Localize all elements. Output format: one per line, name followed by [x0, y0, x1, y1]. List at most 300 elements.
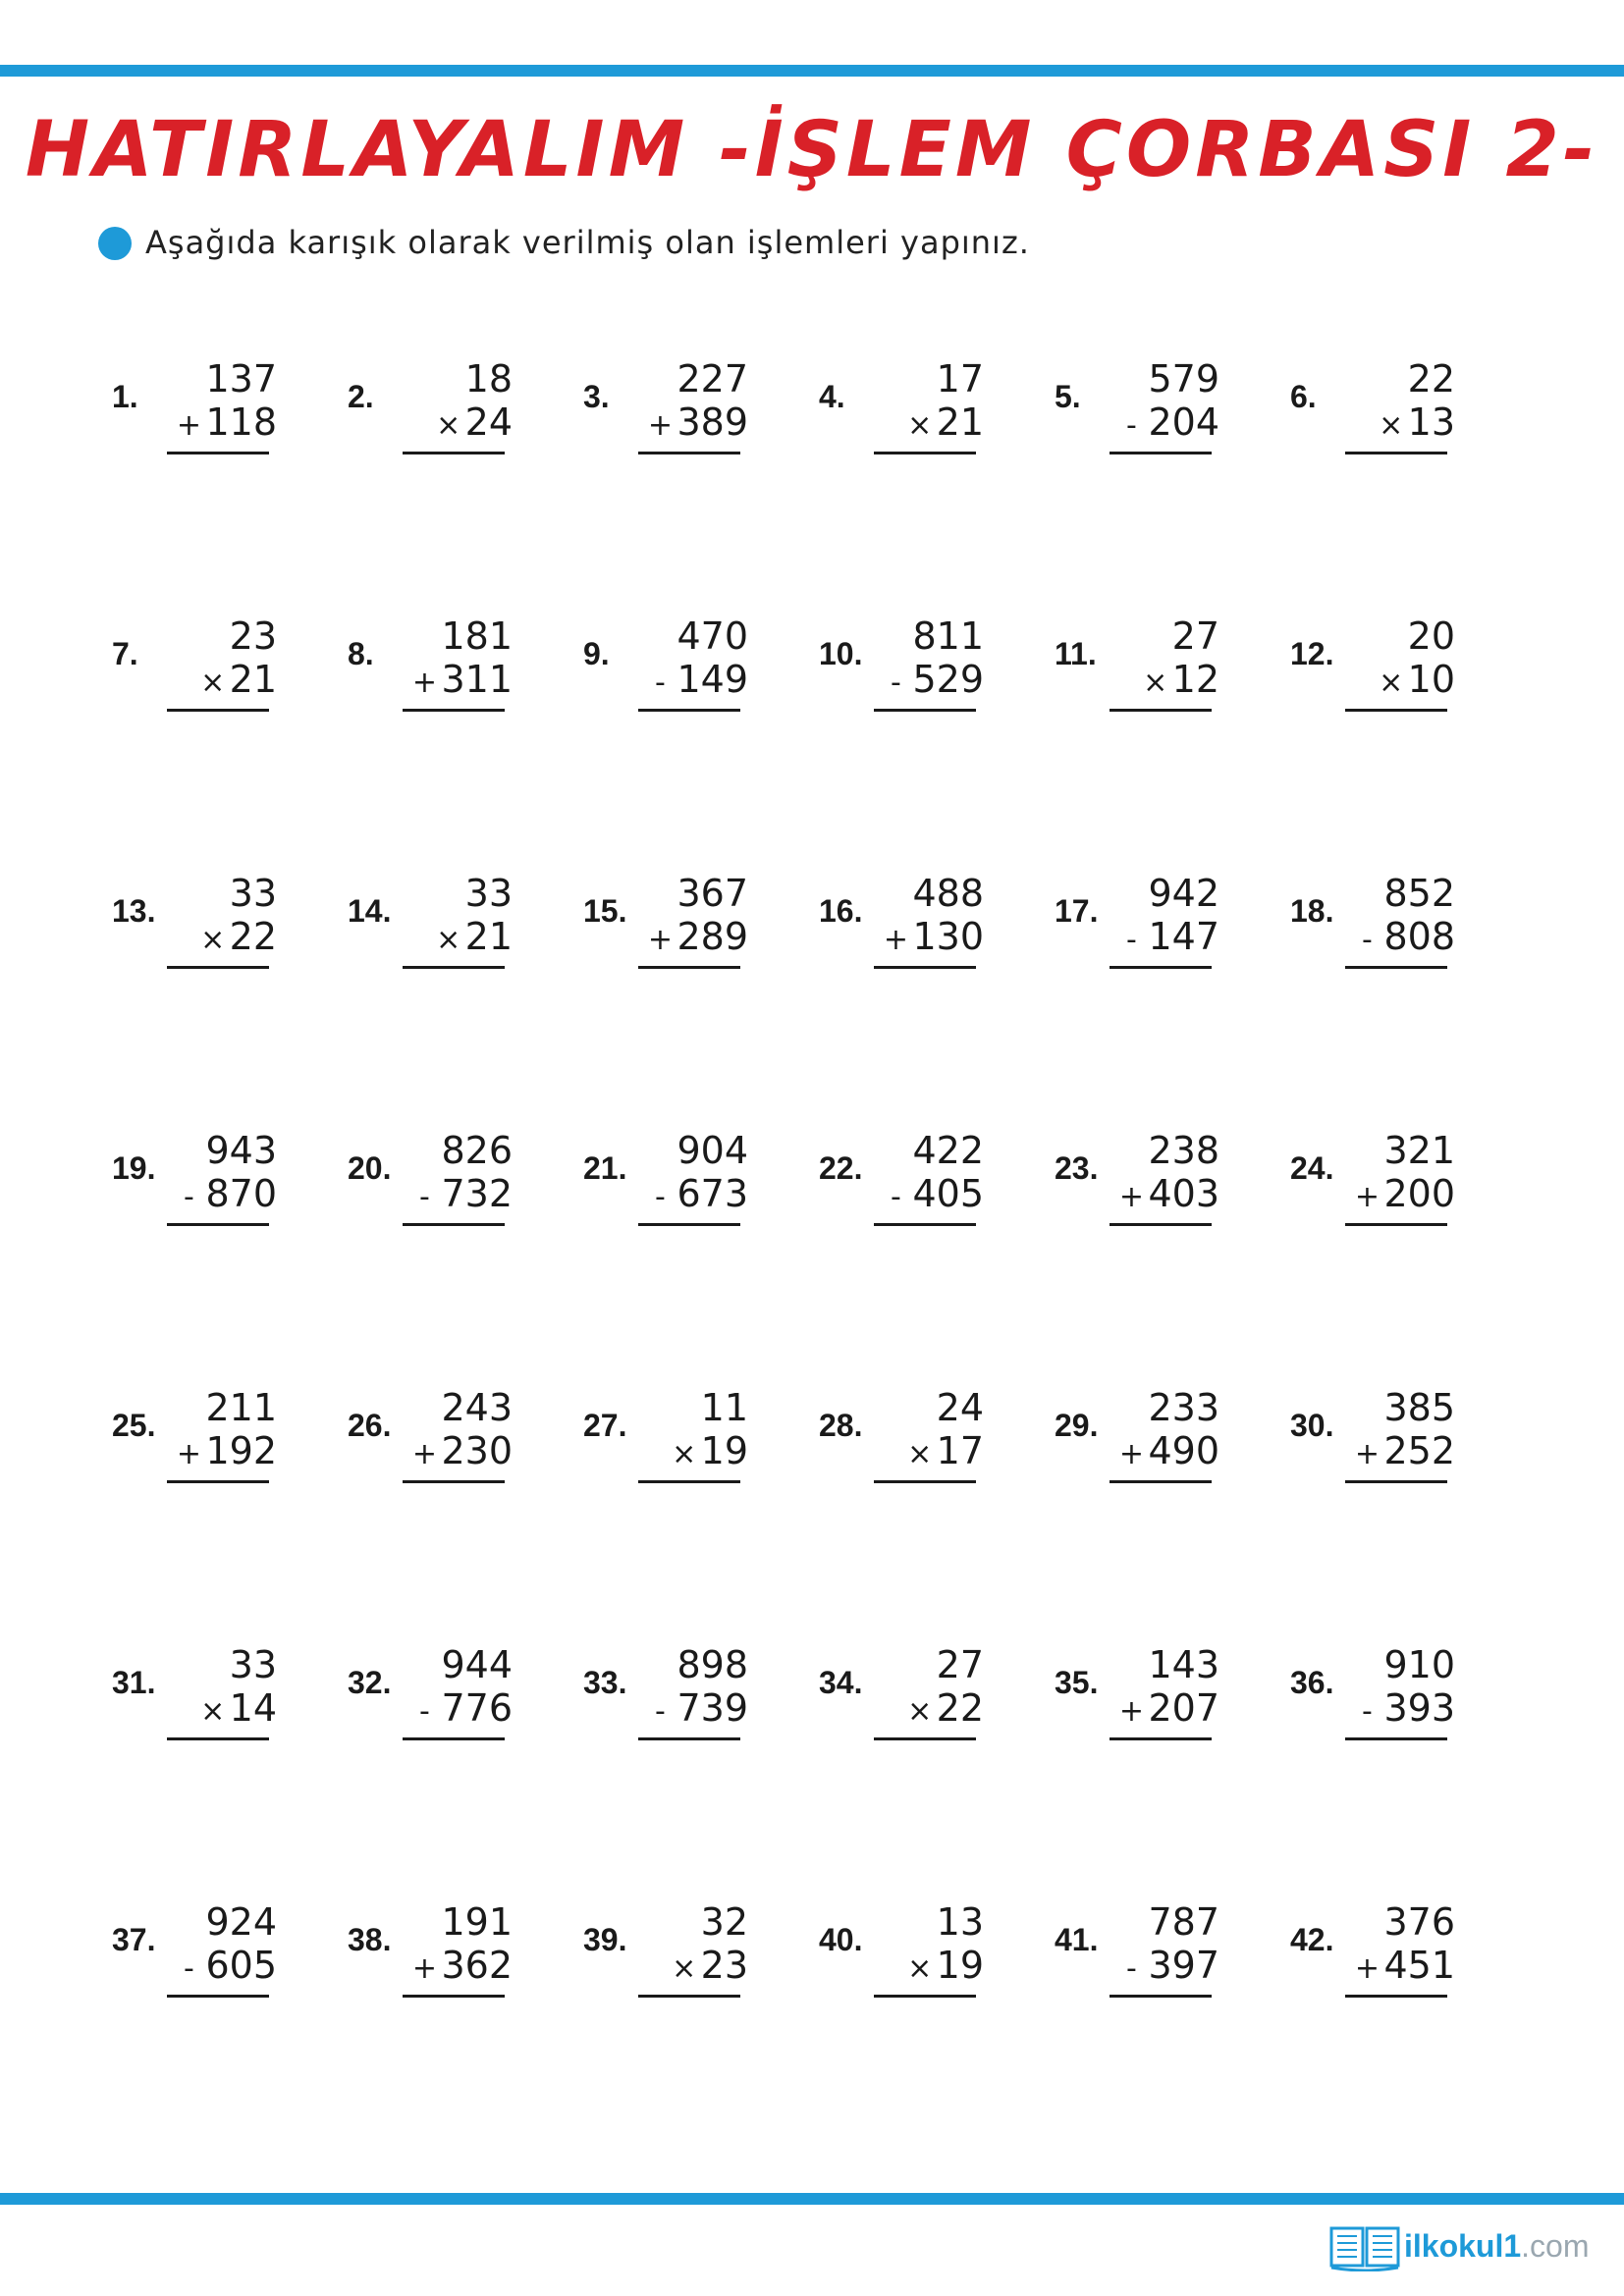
operator-sign: × — [1143, 666, 1168, 700]
answer-line — [167, 709, 269, 712]
answer-line — [1110, 452, 1212, 454]
first-operand: 18 — [464, 357, 513, 400]
problem-number: 37. — [112, 1922, 156, 1957]
operation-box — [874, 1129, 996, 1247]
answer-line — [1110, 966, 1212, 969]
second-operand-row — [643, 915, 748, 958]
operation-box — [1345, 1900, 1467, 2018]
second-operand: 118 — [205, 400, 277, 444]
problem-number: 28. — [819, 1408, 863, 1443]
operation-box — [874, 1900, 996, 2018]
first-operand: 579 — [1148, 357, 1219, 400]
second-operand: 397 — [1148, 1944, 1219, 1987]
problem-number: 33. — [583, 1665, 627, 1700]
first-operand: 376 — [1383, 1900, 1455, 1944]
problem-number: 6. — [1290, 379, 1317, 414]
operation-box — [167, 614, 289, 732]
math-problem — [1290, 872, 1487, 989]
problem-number: 24. — [1290, 1150, 1334, 1186]
second-operand-row — [903, 1944, 984, 1987]
problem-number: 4. — [819, 379, 845, 414]
operation-box — [403, 1129, 524, 1247]
operator-sign: - — [891, 1180, 901, 1214]
operation-box — [1345, 1643, 1467, 1761]
problem-number: 22. — [819, 1150, 863, 1186]
second-operand-row — [903, 1686, 984, 1730]
operation-box — [167, 357, 289, 475]
answer-line — [1345, 709, 1447, 712]
math-problem — [819, 1900, 1015, 2018]
logo-name: ilkokul1 — [1404, 2228, 1522, 2264]
first-operand: 811 — [912, 614, 984, 658]
operator-sign: + — [1354, 1180, 1380, 1214]
second-operand: 605 — [205, 1944, 277, 1987]
operator-sign: - — [1126, 1951, 1137, 1986]
operator-sign: × — [672, 1951, 697, 1986]
second-operand: 130 — [912, 915, 984, 958]
site-logo — [1329, 2220, 1590, 2275]
second-operand-row — [1114, 915, 1219, 958]
second-operand: 12 — [1171, 658, 1219, 701]
answer-line — [403, 1480, 505, 1483]
problem-number: 26. — [348, 1408, 392, 1443]
answer-line — [638, 452, 740, 454]
first-operand: 243 — [441, 1386, 513, 1429]
operation-box — [638, 614, 760, 732]
first-operand: 787 — [1148, 1900, 1219, 1944]
second-operand: 732 — [441, 1172, 513, 1215]
operation-box — [403, 1386, 524, 1504]
first-operand: 191 — [441, 1900, 513, 1944]
second-operand: 451 — [1383, 1944, 1455, 1987]
first-operand: 32 — [700, 1900, 748, 1944]
math-problem — [348, 614, 544, 732]
answer-line — [1345, 1737, 1447, 1740]
operation-box — [167, 1129, 289, 1247]
math-problem — [819, 1386, 1015, 1504]
first-operand: 238 — [1148, 1129, 1219, 1172]
problem-number: 42. — [1290, 1922, 1334, 1957]
first-operand: 227 — [677, 357, 748, 400]
math-problem — [583, 1643, 780, 1761]
operation-box — [1345, 1129, 1467, 1247]
answer-line — [874, 709, 976, 712]
problem-number: 14. — [348, 893, 392, 929]
first-operand: 943 — [205, 1129, 277, 1172]
operator-sign: - — [655, 1180, 666, 1214]
problem-number: 21. — [583, 1150, 627, 1186]
second-operand-row — [879, 915, 984, 958]
second-operand-row — [668, 1429, 748, 1472]
answer-line — [874, 1480, 976, 1483]
operator-sign: - — [1126, 408, 1137, 443]
answer-line — [874, 966, 976, 969]
answer-line — [167, 1223, 269, 1226]
operation-box — [1110, 1900, 1231, 2018]
second-operand-row — [1375, 400, 1455, 444]
math-problem — [819, 1643, 1015, 1761]
operator-sign: - — [655, 1694, 666, 1729]
second-operand-row — [643, 1172, 748, 1215]
problem-number: 38. — [348, 1922, 392, 1957]
operation-box — [874, 357, 996, 475]
second-operand: 870 — [205, 1172, 277, 1215]
operator-sign: + — [647, 923, 674, 957]
operator-sign: - — [184, 1180, 194, 1214]
first-operand: 13 — [936, 1900, 984, 1944]
operation-box — [638, 872, 760, 989]
operator-sign: - — [655, 666, 666, 700]
second-operand-row — [172, 1429, 277, 1472]
operation-box — [167, 1900, 289, 2018]
first-operand: 910 — [1383, 1643, 1455, 1686]
operator-sign: + — [1354, 1437, 1380, 1471]
answer-line — [638, 1480, 740, 1483]
second-operand-row — [1350, 1686, 1455, 1730]
first-operand: 826 — [441, 1129, 513, 1172]
first-operand: 488 — [912, 872, 984, 915]
operator-sign: + — [176, 1437, 202, 1471]
answer-line — [167, 1737, 269, 1740]
answer-line — [167, 452, 269, 454]
problem-number: 34. — [819, 1665, 863, 1700]
answer-line — [403, 452, 505, 454]
second-operand-row — [879, 658, 984, 701]
operator-sign: + — [176, 408, 202, 443]
first-operand: 181 — [441, 614, 513, 658]
second-operand: 13 — [1407, 400, 1455, 444]
first-operand: 898 — [677, 1643, 748, 1686]
answer-line — [167, 1480, 269, 1483]
operator-sign: + — [1118, 1437, 1145, 1471]
operator-sign: × — [1379, 666, 1404, 700]
operator-sign: - — [1362, 923, 1373, 957]
math-problem — [1290, 1900, 1487, 2018]
first-operand: 33 — [229, 872, 277, 915]
second-operand-row — [407, 658, 513, 701]
second-operand: 289 — [677, 915, 748, 958]
second-operand-row — [903, 1429, 984, 1472]
first-operand: 143 — [1148, 1643, 1219, 1686]
second-operand-row — [196, 915, 277, 958]
operation-box — [167, 1643, 289, 1761]
operation-box — [1110, 1643, 1231, 1761]
second-operand-row — [1350, 1172, 1455, 1215]
math-problem — [1055, 1129, 1251, 1247]
second-operand-row — [1114, 1429, 1219, 1472]
second-operand-row — [432, 400, 513, 444]
problem-number: 29. — [1055, 1408, 1099, 1443]
operator-sign: + — [411, 1437, 438, 1471]
problem-number: 32. — [348, 1665, 392, 1700]
problem-number: 18. — [1290, 893, 1334, 929]
second-operand-row — [1350, 915, 1455, 958]
math-problem — [112, 1386, 308, 1504]
problem-number: 2. — [348, 379, 374, 414]
operation-box — [1345, 357, 1467, 475]
second-operand-row — [1114, 1172, 1219, 1215]
second-operand: 19 — [700, 1429, 748, 1472]
second-operand-row — [1139, 658, 1219, 701]
math-problem — [348, 872, 544, 989]
operator-sign: × — [907, 408, 933, 443]
first-operand: 20 — [1407, 614, 1455, 658]
second-operand-row — [172, 1944, 277, 1987]
first-operand: 211 — [205, 1386, 277, 1429]
first-operand: 23 — [229, 614, 277, 658]
second-operand-row — [643, 1686, 748, 1730]
first-operand: 27 — [936, 1643, 984, 1686]
problem-number: 23. — [1055, 1150, 1099, 1186]
operator-sign: × — [907, 1951, 933, 1986]
operation-box — [638, 1129, 760, 1247]
math-problem — [583, 1129, 780, 1247]
math-problem — [112, 1129, 308, 1247]
operation-box — [874, 872, 996, 989]
second-operand: 17 — [936, 1429, 984, 1472]
problem-number: 20. — [348, 1150, 392, 1186]
operator-sign: + — [647, 408, 674, 443]
answer-line — [1110, 1223, 1212, 1226]
answer-line — [403, 1995, 505, 1998]
second-operand: 149 — [677, 658, 748, 701]
math-problem — [583, 614, 780, 732]
operator-sign: × — [200, 923, 226, 957]
second-operand: 147 — [1148, 915, 1219, 958]
answer-line — [403, 1737, 505, 1740]
second-operand-row — [879, 1172, 984, 1215]
math-problem — [1055, 1900, 1251, 2018]
operation-box — [1110, 1129, 1231, 1247]
problem-number: 19. — [112, 1150, 156, 1186]
second-operand: 207 — [1148, 1686, 1219, 1730]
operation-box — [874, 1643, 996, 1761]
first-operand: 904 — [677, 1129, 748, 1172]
problem-number: 5. — [1055, 379, 1081, 414]
second-operand-row — [643, 658, 748, 701]
operator-sign: - — [419, 1180, 430, 1214]
answer-line — [638, 966, 740, 969]
second-operand-row — [1114, 400, 1219, 444]
math-problem — [1290, 614, 1487, 732]
math-problem — [1290, 1643, 1487, 1761]
second-operand: 389 — [677, 400, 748, 444]
operator-sign: × — [200, 666, 226, 700]
logo-suffix: .com — [1521, 2228, 1590, 2264]
second-operand-row — [668, 1944, 748, 1987]
logo-text — [1404, 2228, 1590, 2265]
second-operand-row — [1114, 1944, 1219, 1987]
operator-sign: + — [883, 923, 909, 957]
second-operand: 10 — [1407, 658, 1455, 701]
second-operand: 776 — [441, 1686, 513, 1730]
second-operand-row — [432, 915, 513, 958]
second-operand-row — [1375, 658, 1455, 701]
math-problem — [112, 1900, 308, 2018]
second-operand-row — [196, 658, 277, 701]
operation-box — [403, 614, 524, 732]
first-operand: 33 — [229, 1643, 277, 1686]
second-operand: 252 — [1383, 1429, 1455, 1472]
second-operand: 200 — [1383, 1172, 1455, 1215]
operator-sign: - — [1126, 923, 1137, 957]
second-operand: 230 — [441, 1429, 513, 1472]
math-problem — [819, 1129, 1015, 1247]
math-problem — [112, 1643, 308, 1761]
math-problem — [1055, 872, 1251, 989]
answer-line — [1345, 452, 1447, 454]
math-problem — [1055, 1386, 1251, 1504]
second-operand: 673 — [677, 1172, 748, 1215]
operation-box — [403, 1643, 524, 1761]
second-operand: 808 — [1383, 915, 1455, 958]
second-operand: 405 — [912, 1172, 984, 1215]
operator-sign: × — [200, 1694, 226, 1729]
second-operand-row — [172, 1172, 277, 1215]
operator-sign: + — [411, 666, 438, 700]
first-operand: 942 — [1148, 872, 1219, 915]
problem-number: 11. — [1055, 636, 1097, 671]
math-problem — [1055, 357, 1251, 475]
answer-line — [1110, 1995, 1212, 1998]
math-problem — [112, 872, 308, 989]
second-operand: 362 — [441, 1944, 513, 1987]
operation-box — [1110, 1386, 1231, 1504]
math-problem — [1290, 1386, 1487, 1504]
first-operand: 27 — [1171, 614, 1219, 658]
operator-sign: + — [1118, 1694, 1145, 1729]
math-problem — [348, 1643, 544, 1761]
second-operand: 21 — [229, 658, 277, 701]
first-operand: 852 — [1383, 872, 1455, 915]
operation-box — [1110, 614, 1231, 732]
second-operand-row — [407, 1944, 513, 1987]
bottom-divider — [0, 2193, 1624, 2205]
page-title: HATIRLAYALIM -İŞLEM ÇORBASI 2- — [25, 106, 1599, 194]
math-problem — [819, 872, 1015, 989]
operation-box — [638, 357, 760, 475]
problem-number: 16. — [819, 893, 863, 929]
problem-number: 40. — [819, 1922, 863, 1957]
answer-line — [403, 709, 505, 712]
operator-sign: × — [907, 1437, 933, 1471]
first-operand: 17 — [936, 357, 984, 400]
operator-sign: + — [411, 1951, 438, 1986]
problem-number: 27. — [583, 1408, 627, 1443]
first-operand: 22 — [1407, 357, 1455, 400]
answer-line — [638, 1223, 740, 1226]
answer-line — [638, 1737, 740, 1740]
problem-number: 17. — [1055, 893, 1099, 929]
math-problem — [112, 614, 308, 732]
operator-sign: × — [436, 923, 461, 957]
second-operand-row — [407, 1172, 513, 1215]
math-problem — [1055, 614, 1251, 732]
second-operand: 14 — [229, 1686, 277, 1730]
problem-number: 13. — [112, 893, 156, 929]
math-problem — [348, 1386, 544, 1504]
second-operand: 23 — [700, 1944, 748, 1987]
math-problem — [819, 357, 1015, 475]
second-operand: 19 — [936, 1944, 984, 1987]
operation-box — [1110, 357, 1231, 475]
problem-number: 9. — [583, 636, 610, 671]
first-operand: 24 — [936, 1386, 984, 1429]
operation-box — [638, 1643, 760, 1761]
second-operand-row — [407, 1686, 513, 1730]
second-operand: 21 — [936, 400, 984, 444]
answer-line — [1110, 1480, 1212, 1483]
open-book-icon — [1329, 2224, 1400, 2271]
answer-line — [874, 1737, 976, 1740]
second-operand-row — [407, 1429, 513, 1472]
second-operand: 529 — [912, 658, 984, 701]
second-operand: 739 — [677, 1686, 748, 1730]
problem-number: 25. — [112, 1408, 156, 1443]
answer-line — [874, 1223, 976, 1226]
math-problem — [112, 357, 308, 475]
answer-line — [1345, 1223, 1447, 1226]
operation-box — [638, 1900, 760, 2018]
problem-number: 31. — [112, 1665, 156, 1700]
problem-number: 12. — [1290, 636, 1334, 671]
operation-box — [1345, 872, 1467, 989]
second-operand-row — [1114, 1686, 1219, 1730]
problem-number: 3. — [583, 379, 610, 414]
operator-sign: × — [672, 1437, 697, 1471]
operation-box — [1345, 614, 1467, 732]
first-operand: 385 — [1383, 1386, 1455, 1429]
second-operand-row — [903, 400, 984, 444]
operation-box — [638, 1386, 760, 1504]
operation-box — [874, 1386, 996, 1504]
first-operand: 470 — [677, 614, 748, 658]
operation-box — [167, 872, 289, 989]
answer-line — [1345, 1995, 1447, 1998]
answer-line — [1110, 709, 1212, 712]
first-operand: 321 — [1383, 1129, 1455, 1172]
second-operand: 192 — [205, 1429, 277, 1472]
second-operand: 22 — [229, 915, 277, 958]
second-operand: 393 — [1383, 1686, 1455, 1730]
operator-sign: - — [1362, 1694, 1373, 1729]
math-problem — [348, 1129, 544, 1247]
answer-line — [638, 709, 740, 712]
operation-box — [1110, 872, 1231, 989]
answer-line — [874, 1995, 976, 1998]
problem-number: 39. — [583, 1922, 627, 1957]
problem-number: 7. — [112, 636, 138, 671]
first-operand: 137 — [205, 357, 277, 400]
first-operand: 11 — [700, 1386, 748, 1429]
second-operand-row — [643, 400, 748, 444]
math-problem — [348, 357, 544, 475]
second-operand-row — [1350, 1944, 1455, 1987]
operator-sign: - — [184, 1951, 194, 1986]
operator-sign: + — [1118, 1180, 1145, 1214]
math-problem — [583, 872, 780, 989]
problem-number: 10. — [819, 636, 863, 671]
first-operand: 924 — [205, 1900, 277, 1944]
answer-line — [1110, 1737, 1212, 1740]
operation-box — [403, 357, 524, 475]
second-operand-row — [196, 1686, 277, 1730]
math-problem — [583, 1386, 780, 1504]
operator-sign: + — [1354, 1951, 1380, 1986]
second-operand: 24 — [464, 400, 513, 444]
second-operand-row — [172, 400, 277, 444]
first-operand: 367 — [677, 872, 748, 915]
